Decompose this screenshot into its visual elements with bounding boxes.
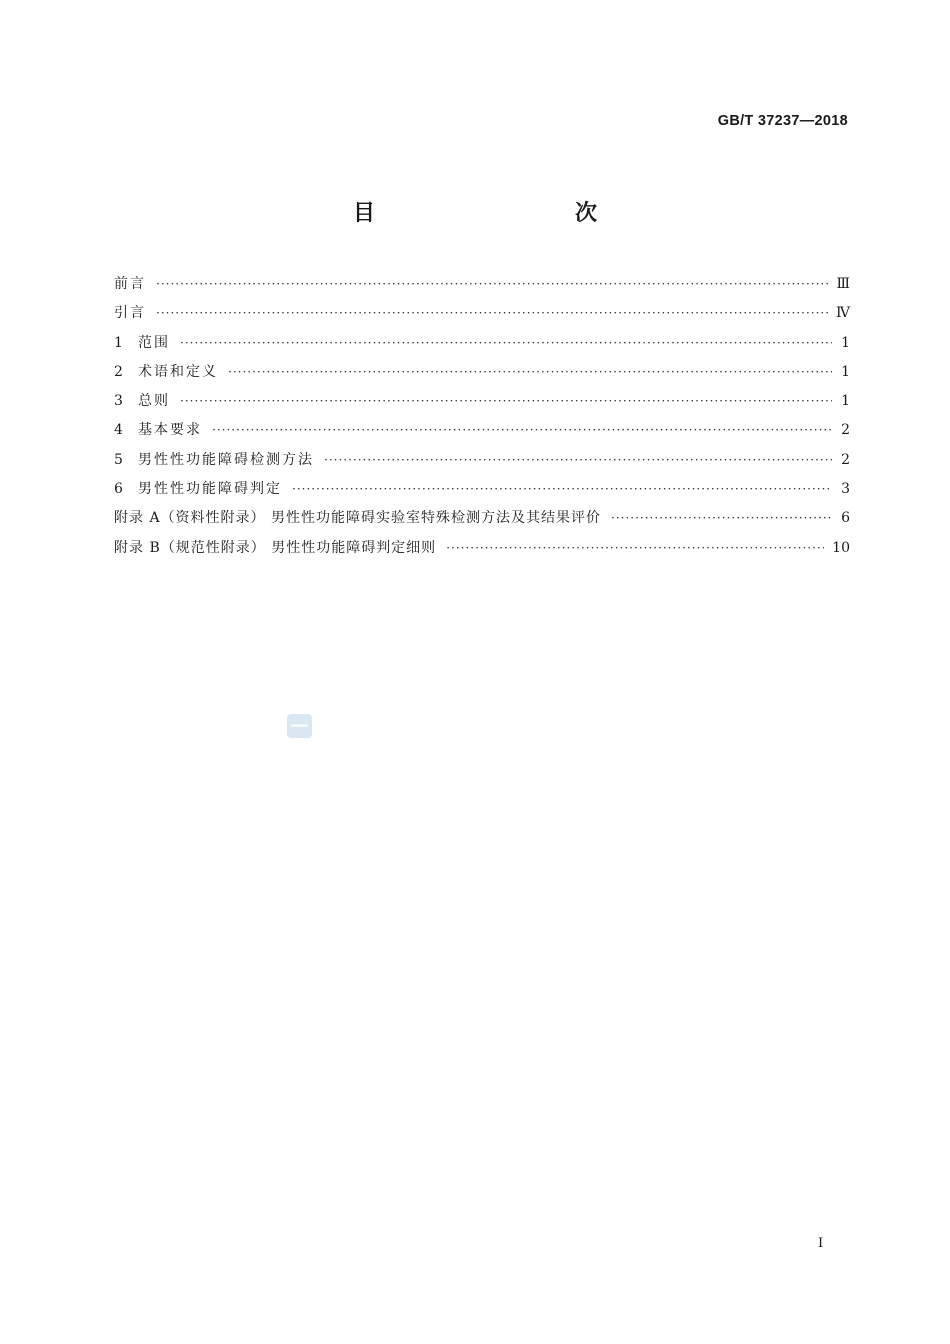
toc-number: 1 bbox=[114, 334, 123, 351]
dot-leader bbox=[228, 365, 832, 379]
toc-entry-detection-methods[interactable] bbox=[114, 449, 850, 478]
toc-entry-foreword[interactable] bbox=[114, 273, 850, 302]
dot-leader bbox=[156, 306, 828, 320]
standard-code: GB/T 37237—2018 bbox=[717, 113, 848, 129]
toc-label: 引言 bbox=[114, 305, 146, 322]
toc-title: 目 次 bbox=[352, 201, 649, 226]
toc-label: 范围 bbox=[138, 334, 170, 351]
toc-number: 3 bbox=[114, 393, 123, 410]
toc-entry-annex-a[interactable] bbox=[114, 507, 850, 536]
toc-page: 1 bbox=[841, 334, 850, 351]
toc-page: 1 bbox=[841, 363, 850, 380]
toc-entry-scope[interactable] bbox=[114, 332, 850, 361]
dot-leader bbox=[212, 423, 832, 437]
dot-leader bbox=[180, 394, 832, 408]
dot-leader bbox=[180, 336, 832, 350]
toc-entry-basic-requirements[interactable] bbox=[114, 419, 850, 448]
toc-number: 5 bbox=[114, 451, 123, 468]
toc-page: 1 bbox=[841, 393, 850, 410]
toc-entry-general[interactable] bbox=[114, 390, 850, 419]
toc-label: 总则 bbox=[138, 393, 170, 410]
toc-entry-determination[interactable] bbox=[114, 478, 850, 507]
toc-label: 术语和定义 bbox=[138, 363, 218, 380]
toc-page: 6 bbox=[841, 510, 850, 527]
sac-logo-watermark-icon bbox=[287, 714, 312, 738]
dot-leader bbox=[324, 453, 832, 467]
toc-label: 男性性功能障碍判定 bbox=[138, 481, 282, 498]
toc-number: 6 bbox=[114, 481, 123, 498]
toc-page: 2 bbox=[841, 422, 850, 439]
toc-entry-annex-b[interactable] bbox=[114, 537, 850, 566]
toc-page: 3 bbox=[841, 481, 850, 498]
dot-leader bbox=[446, 541, 824, 555]
dot-leader bbox=[156, 277, 828, 291]
table-of-contents bbox=[114, 273, 850, 566]
toc-label: 附录 A（资料性附录） 男性性功能障碍实验室特殊检测方法及其结果评价 bbox=[114, 510, 602, 527]
toc-number: 4 bbox=[114, 422, 123, 439]
toc-label: 基本要求 bbox=[138, 422, 202, 439]
toc-page: Ⅳ bbox=[836, 305, 850, 322]
dot-leader bbox=[292, 482, 832, 496]
toc-page: 10 bbox=[832, 539, 850, 556]
toc-entry-terms[interactable] bbox=[114, 361, 850, 390]
toc-page: Ⅲ bbox=[836, 276, 850, 292]
toc-label: 男性性功能障碍检测方法 bbox=[138, 451, 314, 468]
toc-page: 2 bbox=[841, 451, 850, 468]
toc-label: 前言 bbox=[114, 276, 146, 292]
page-number: Ⅰ bbox=[818, 1236, 824, 1251]
toc-number: 2 bbox=[114, 363, 123, 380]
toc-label: 附录 B（规范性附录） 男性性功能障碍判定细则 bbox=[114, 539, 437, 556]
toc-entry-introduction[interactable] bbox=[114, 302, 850, 331]
dot-leader bbox=[611, 511, 832, 525]
